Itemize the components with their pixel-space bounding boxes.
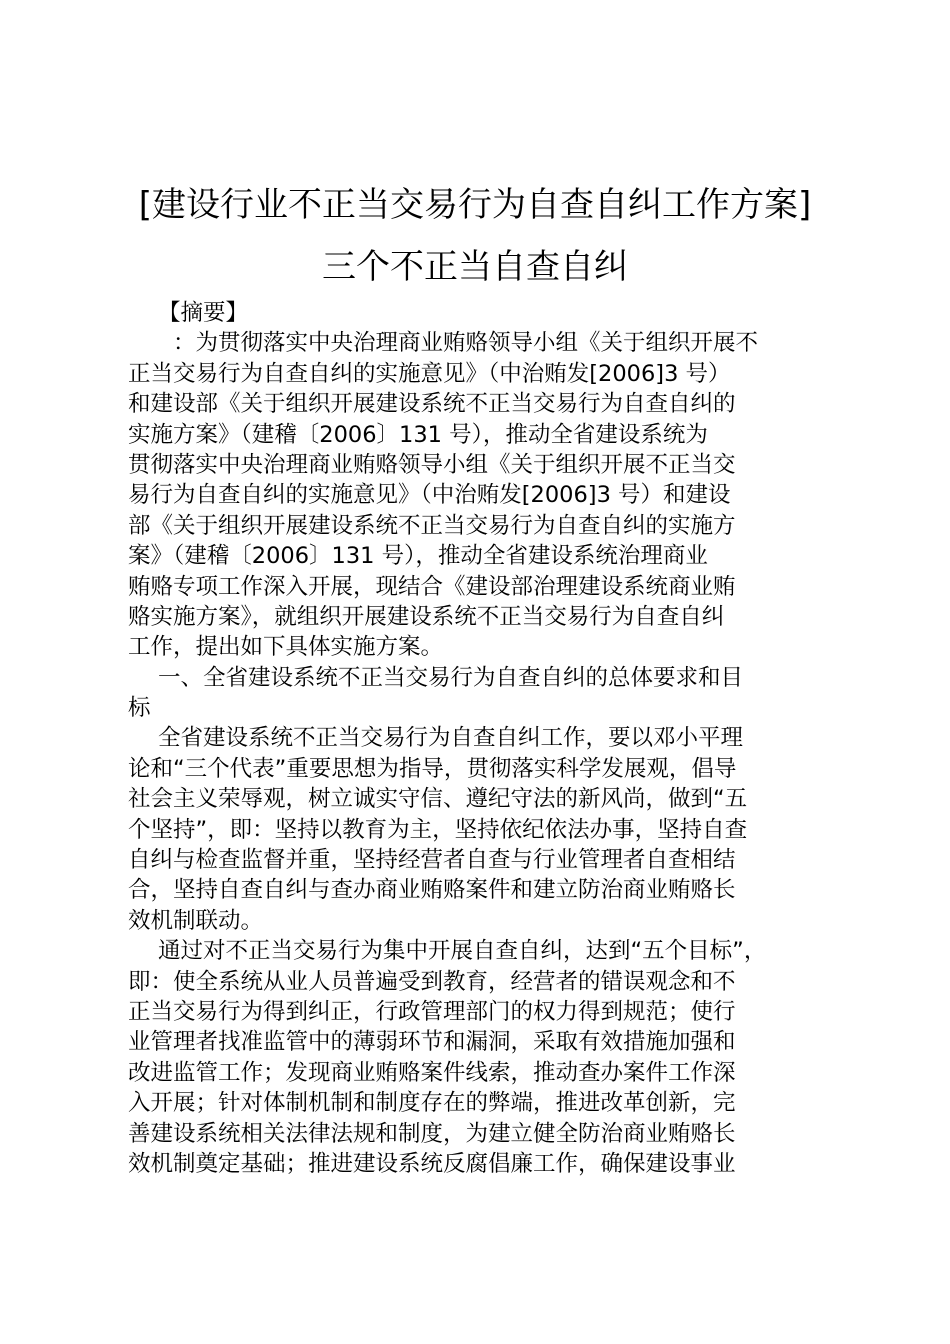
- text-line: 合，坚持自查自纠与查办商业贿赂案件和建立防治商业贿赂长: [128, 877, 736, 904]
- text-line: 实施方案》（建稽〔2006〕131 号），推动全省建设系统为: [128, 421, 708, 448]
- text-line: 改进监管工作；发现商业贿赂案件线索，推动查办案件工作深: [128, 1059, 736, 1086]
- text-line: 论和“三个代表”重要思想为指导，贯彻落实科学发展观，倡导: [128, 755, 737, 782]
- text-line: 业管理者找准监管中的薄弱环节和漏洞，采取有效措施加强和: [128, 1029, 736, 1056]
- abstract-label: 【摘要】: [158, 300, 249, 326]
- text-line: 善建设系统相关法律法规和制度，为建立健全防治商业贿赂长: [128, 1120, 736, 1147]
- title-line-2: 三个不正当自查自纠: [322, 247, 628, 287]
- text-line: 自纠与检查监督并重，坚持经营者自查与行业管理者自查相结: [128, 847, 736, 874]
- text-line: 案》（建稽〔2006〕131 号），推动全省建设系统治理商业: [128, 543, 708, 570]
- text-line: 效机制奠定基础；推进建设系统反腐倡廉工作，确保建设事业: [128, 1150, 736, 1177]
- section-heading: 一、全省建设系统不正当交易行为自查自纠的总体要求和目: [158, 664, 744, 691]
- text-line: 全省建设系统不正当交易行为自查自纠工作，要以邓小平理: [158, 725, 744, 752]
- text-line: 入开展；针对体制机制和制度存在的弊端，推进改革创新，完: [128, 1090, 736, 1117]
- text-line: 效机制联动。: [128, 907, 264, 934]
- text-line: 易行为自查自纠的实施意见》（中治贿发[2006]3 号）和建设: [128, 482, 731, 509]
- text-line: 和建设部《关于组织开展建设系统不正当交易行为自查自纠的: [128, 391, 736, 418]
- text-line: 通过对不正当交易行为集中开展自查自纠，达到“五个目标”，: [158, 938, 767, 965]
- text-line: 正当交易行为得到纠正，行政管理部门的权力得到规范；使行: [128, 998, 736, 1025]
- text-line: 部《关于组织开展建设系统不正当交易行为自查自纠的实施方: [128, 512, 736, 539]
- text-line: 工作，提出如下具体实施方案。: [128, 634, 444, 661]
- text-line: 个坚持”，即：坚持以教育为主，坚持依纪依法办事，坚持自查: [128, 816, 748, 843]
- text-line: 贯彻落实中央治理商业贿赂领导小组《关于组织开展不正当交: [128, 451, 736, 478]
- title-line-1: [建设行业不正当交易行为自查自纠工作方案]: [138, 185, 812, 225]
- text-line: 即：使全系统从业人员普遍受到教育，经营者的错误观念和不: [128, 968, 736, 995]
- text-line: 正当交易行为自查自纠的实施意见》（中治贿发[2006]3 号）: [128, 360, 731, 387]
- text-line: 贿赂专项工作深入开展，现结合《建设部治理建设系统商业贿: [128, 573, 736, 600]
- text-line: 标: [128, 695, 151, 722]
- text-line: ：为贯彻落实中央治理商业贿赂领导小组《关于组织开展不: [173, 330, 759, 357]
- body-text: [128, 298, 848, 1179]
- text-line: 社会主义荣辱观，树立诚实守信、遵纪守法的新风尚，做到“五: [128, 786, 748, 813]
- text-line: 赂实施方案》，就组织开展建设系统不正当交易行为自查自纠: [128, 603, 725, 630]
